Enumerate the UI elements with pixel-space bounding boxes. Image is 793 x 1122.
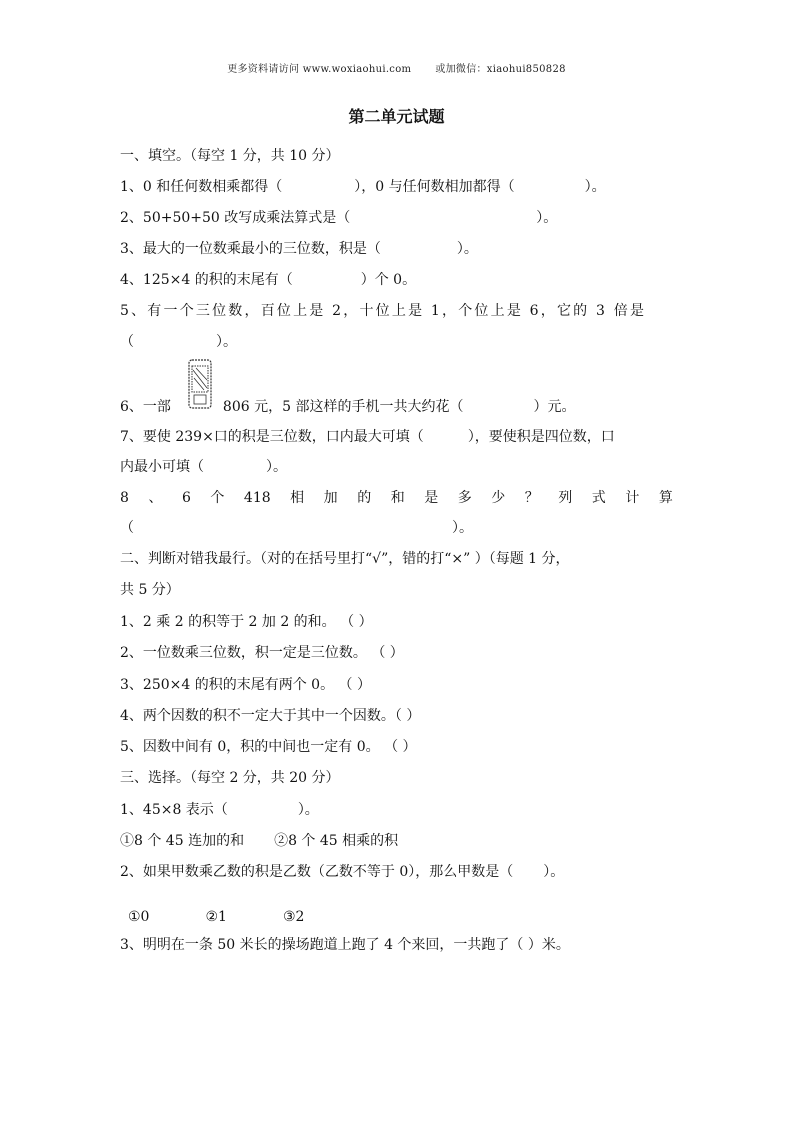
section3-heading: 三、选择。（每空 2 分，共 20 分） <box>120 770 340 786</box>
header-wechat: 或加微信：xiaohui850828 <box>435 64 566 75</box>
page-title: 第二单元试题 <box>348 107 445 126</box>
s3-question-2: 2、如果甲数乘乙数的积是乙数（乙数不等于 0），那么甲数是（ ）。 <box>120 864 565 880</box>
header-website: 更多资料请访问 www.woxiaohui.com <box>227 64 412 75</box>
s3-question-3: 3、明明在一条 50 米长的操场跑道上跑了 4 个来回，一共跑了（ ）米。 <box>120 937 570 953</box>
s1-question-8: 8 、 6 个 418 相 加 的 和 是 多 少 ？ 列 式 计 算 <box>120 490 673 506</box>
s3-question-2-options <box>128 908 304 926</box>
s2-item: 5、因数中间有 0，积的中间也一定有 0。 （ ） <box>120 739 417 755</box>
section2-heading-cont: 共 5 分） <box>120 582 180 598</box>
s1-question-5-blank: （ ）。 <box>120 334 237 350</box>
s1-question-2: 2、50+50+50 改写成乘法算式是（ ）。 <box>120 210 558 226</box>
s2-item: 1、2 乘 2 的积等于 2 加 2 的和。 （ ） <box>120 614 373 630</box>
option-1: ①8 个 45 连加的和 <box>120 833 245 849</box>
s2-item: 2、一位数乘三位数，积一定是三位数。 （ ） <box>120 645 404 661</box>
s1-question-6: 6、一部 806 元，5 部这样的手机一共大约花（ ）元。 <box>120 399 576 415</box>
option-2: ②1 <box>205 909 227 925</box>
s1-question-7: 7、要使 239×口的积是三位数，口内最大可填（ ），要使积是四位数，口 <box>120 429 615 445</box>
option-2: ②8 个 45 相乘的积 <box>274 833 399 849</box>
section2-heading: 二、判断对错我最行。（对的在括号里打“√”，错的打“×” ）（每题 1 分， <box>120 551 570 567</box>
s3-question-1: 1、45×8 表示（ ）。 <box>120 802 319 818</box>
s1-question-7-cont: 内最小可填（ ）。 <box>120 459 287 475</box>
page-header <box>0 60 793 75</box>
s3-question-1-options <box>120 832 398 850</box>
option-1: ①0 <box>128 909 150 925</box>
s1-question-1: 1、0 和任何数相乘都得（ ），0 与任何数相加都得（ ）。 <box>120 179 606 195</box>
s1-question-3: 3、最大的一位数乘最小的三位数，积是（ ）。 <box>120 241 478 257</box>
s2-item: 4、两个因数的积不一定大于其中一个因数。（ ） <box>120 708 421 724</box>
option-3: ③2 <box>282 909 305 925</box>
section1-heading: 一、填空。（每空 1 分，共 10 分） <box>120 148 340 164</box>
s1-question-4: 4、125×4 的积的末尾有（ ）个 0。 <box>120 272 417 288</box>
s1-question-8-blank: （ ）。 <box>120 520 473 536</box>
s1-question-5: 5、有一个三位数，百位上是 2，十位上是 1，个位上是 6，它的 3 倍是 <box>120 303 647 319</box>
s2-item: 3、250×4 的积的末尾有两个 0。 （ ） <box>120 677 371 693</box>
